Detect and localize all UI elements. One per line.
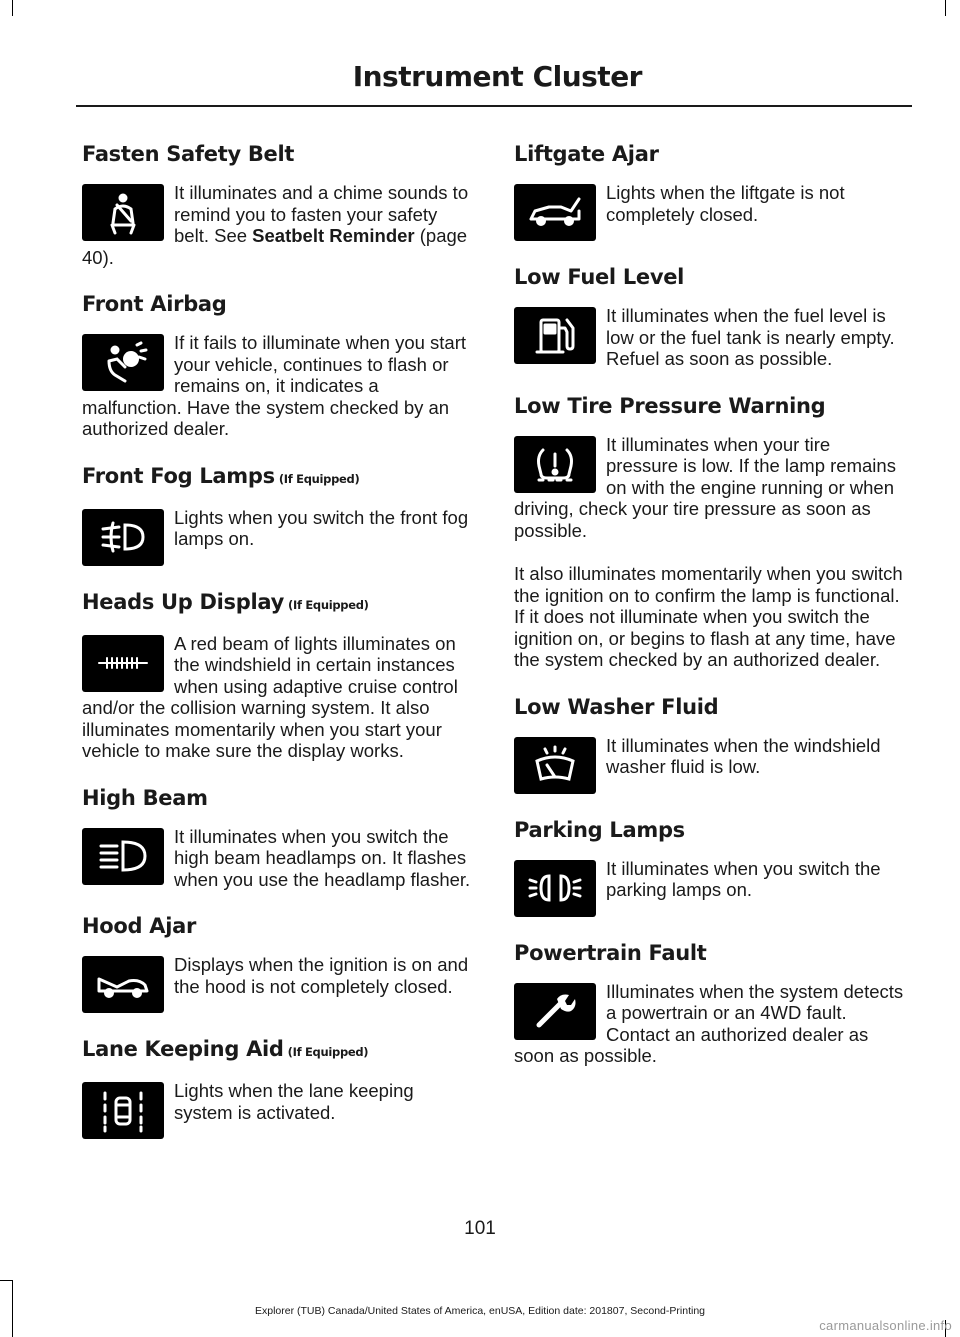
section-title: Low Fuel Level (514, 265, 685, 289)
header-rule (76, 105, 912, 107)
section-title: High Beam (82, 785, 208, 810)
entry (82, 332, 474, 440)
lane-keeping-icon (82, 1082, 164, 1139)
airbag-icon (82, 334, 164, 391)
section-title: Hood Ajar (82, 914, 197, 938)
seatbelt-icon (82, 184, 164, 241)
section-title: Low Tire Pressure Warning (514, 393, 826, 418)
heads-up-display-icon (82, 635, 164, 692)
liftgate-ajar-icon (514, 184, 596, 241)
entry (82, 633, 474, 762)
section-title: Fasten Safety Belt (82, 142, 295, 166)
entry (82, 954, 474, 1013)
seatbelt-reminder-link[interactable]: Seatbelt Reminder (252, 225, 415, 246)
entry-text: Lights when the liftgate is not completely closed. (606, 182, 845, 225)
section-title-text: Heads Up Display (82, 589, 285, 614)
entry-text: It illuminates when you switch the high beam headlamps on. It flashes when you use the headlamp flasher. (174, 825, 471, 890)
section-lane-keeping-aid (82, 1035, 474, 1139)
hood-ajar-icon (82, 956, 164, 1013)
section-front-fog-lamps (82, 462, 474, 566)
section-front-airbag (82, 290, 474, 440)
entry (514, 981, 906, 1067)
section-low-washer-fluid (514, 693, 906, 794)
section-fasten-safety-belt (82, 140, 474, 268)
entry (514, 858, 906, 917)
entry-text: Displays when the ignition is on and the hood is not completely closed. (174, 954, 469, 997)
entry (514, 434, 906, 542)
entry-text: Illuminates when the system detects a powertrain or an 4WD fault. Contact an authorized dealer as soon as possible. (514, 980, 904, 1066)
wrench-icon (514, 983, 596, 1040)
entry (82, 182, 474, 268)
if-equipped-label: (If Equipped) (278, 471, 360, 486)
page-number: 101 (464, 1218, 496, 1239)
entry-text: If it fails to illuminate when you start your vehicle, continues to flash or remains on, it indicates a malfunction. Have the system checked by an authorized dealer. (82, 332, 467, 439)
crop-mark-bottom-left-h (0, 1280, 12, 1281)
section-title (82, 1035, 474, 1066)
section-hood-ajar (82, 912, 474, 1013)
entry-text: It illuminates when the fuel level is low or the fuel tank is nearly empty. Refuel as soon as possible. (606, 305, 895, 369)
entry (82, 507, 474, 566)
watermark: carmanualsonline.info (819, 1318, 952, 1333)
section-heads-up-display (82, 588, 474, 762)
section-high-beam (82, 784, 474, 891)
entry-text: It illuminates when the windshield washer fluid is low. (606, 734, 881, 777)
entry-text: A red beam of lights illuminates on the windshield in certain instances when using adaptive cruise control and/or the collision warning system. It also illuminates momentarily when you start your vehicle to make sure the display works. (82, 632, 458, 761)
entry-text-part: It illuminates and a chime sounds to remind you to fasten your safety belt. See (174, 182, 469, 246)
entry-text-secondary: It also illuminates momentarily when you switch the ignition on to confirm the lamp is functional. If it does not illuminate when you switch the ignition on, or begins to flash at any time, have the system checked by an authorized dealer. (514, 563, 903, 670)
section-powertrain-fault (514, 939, 906, 1067)
page-header (0, 0, 960, 110)
entry-text: Lights when you switch the front fog lamps on. (174, 506, 469, 549)
entry (514, 182, 906, 241)
section-title: Low Washer Fluid (514, 694, 719, 719)
fuel-pump-icon (514, 307, 596, 364)
section-title: Parking Lamps (514, 817, 685, 842)
entry (514, 305, 906, 370)
section-title (82, 588, 474, 619)
section-liftgate-ajar (514, 140, 906, 241)
section-title-text: Lane Keeping Aid (82, 1037, 284, 1061)
high-beam-icon (82, 828, 164, 885)
section-title: Powertrain Fault (514, 940, 707, 965)
fog-lamp-icon (82, 509, 164, 566)
left-column (82, 140, 474, 1161)
footer-edition-text: Explorer (TUB) Canada/United States of America, enUSA, Edition date: 201807, Second-Printing (255, 1305, 705, 1317)
section-title-text: Front Fog Lamps (82, 463, 275, 488)
section-title: Liftgate Ajar (514, 142, 659, 166)
tire-pressure-icon (514, 436, 596, 493)
entry (514, 735, 906, 794)
section-title: Front Airbag (82, 292, 227, 316)
page-title: Instrument Cluster (352, 60, 642, 93)
section-low-fuel-level (514, 263, 906, 370)
entry-text: It illuminates when you switch the parking lamps on. (606, 857, 881, 900)
if-equipped-label: (If Equipped) (288, 597, 369, 612)
entry (82, 1080, 474, 1139)
washer-fluid-icon (514, 737, 596, 794)
entry-text: It illuminates when your tire pressure is low. If the lamp remains on with the engine running or when driving, check your tire pressure as soon as possible. (514, 433, 896, 541)
section-parking-lamps (514, 816, 906, 917)
right-column (514, 140, 906, 1089)
entry-text-part: (page 40). (82, 225, 468, 268)
parking-lamps-icon (514, 860, 596, 917)
section-low-tire-pressure (514, 392, 906, 671)
entry (82, 826, 474, 891)
section-title (82, 462, 474, 493)
if-equipped-label: (If Equipped) (287, 1045, 369, 1059)
entry-text: Lights when the lane keeping system is activated. (174, 1080, 414, 1123)
